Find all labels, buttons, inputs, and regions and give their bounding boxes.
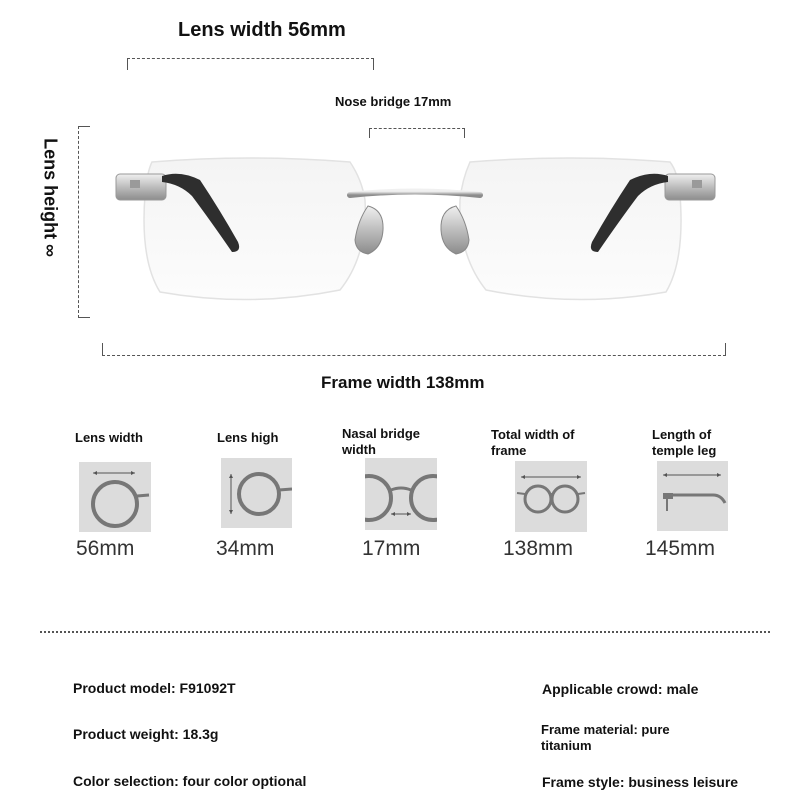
nose-bridge-tick-left <box>369 128 370 138</box>
frame-width-label: Frame width 138mm <box>321 373 485 392</box>
nose-bridge-tick-right <box>464 128 465 138</box>
lens-height-label: Lens height ∞ <box>40 138 61 257</box>
temple-length-diagram-icon <box>657 461 728 531</box>
applicable-crowd: Applicable crowd: male <box>542 681 699 697</box>
frame-width-dimension-line <box>102 355 726 356</box>
color-selection: Color selection: four color optional <box>73 773 307 789</box>
spec-box-nasal-bridge <box>365 458 437 530</box>
nose-bridge-label: Nose bridge 17mm <box>335 94 452 109</box>
product-weight: Product weight: 18.3g <box>73 726 219 742</box>
lens-height-diagram-icon <box>221 458 292 528</box>
spec-title-frame-width: Total width of frame <box>491 427 575 458</box>
spec-box-lens-width <box>79 462 151 532</box>
lens-width-diagram-icon <box>79 462 151 532</box>
spec-title-temple-length: Length of temple leg <box>652 427 717 458</box>
lens-height-tick-top <box>78 126 90 127</box>
lens-width-label: Lens width 56mm <box>178 19 346 41</box>
nasal-bridge-diagram-icon <box>365 458 437 530</box>
bridge <box>350 192 480 196</box>
spec-value-frame-width: 138mm <box>503 537 574 560</box>
frame-width-diagram-icon <box>515 461 587 532</box>
spec-box-frame-width <box>515 461 587 532</box>
spec-value-lens-width: 56mm <box>76 537 135 560</box>
lens-height-tick-bottom <box>78 317 90 318</box>
spec-value-temple-length: 145mm <box>645 537 716 560</box>
lens-width-tick-left <box>127 58 128 70</box>
frame-width-tick-left <box>102 343 103 355</box>
spec-value-nasal-bridge: 17mm <box>362 537 421 560</box>
section-divider <box>40 631 770 633</box>
frame-material: Frame material: pure titanium <box>541 722 670 753</box>
left-hinge <box>116 174 166 200</box>
spec-box-temple-length <box>657 461 728 531</box>
product-model: Product model: F91092T <box>73 680 236 696</box>
nose-bridge-dimension-line <box>369 128 465 129</box>
spec-box-lens-high <box>221 458 292 528</box>
spec-title-lens-high: Lens high <box>217 430 279 445</box>
frame-style: Frame style: business leisure <box>542 774 739 790</box>
glasses-illustration <box>100 140 730 320</box>
lens-width-tick-right <box>373 58 374 70</box>
spec-title-lens-width: Lens width <box>75 430 143 445</box>
lens-height-dimension-line <box>78 126 79 318</box>
spec-title-nasal-bridge: Nasal bridge width <box>342 426 421 457</box>
right-hinge <box>665 174 715 200</box>
lens-width-dimension-line <box>127 58 374 59</box>
spec-value-lens-high: 34mm <box>216 537 275 560</box>
frame-width-tick-right <box>725 343 726 355</box>
